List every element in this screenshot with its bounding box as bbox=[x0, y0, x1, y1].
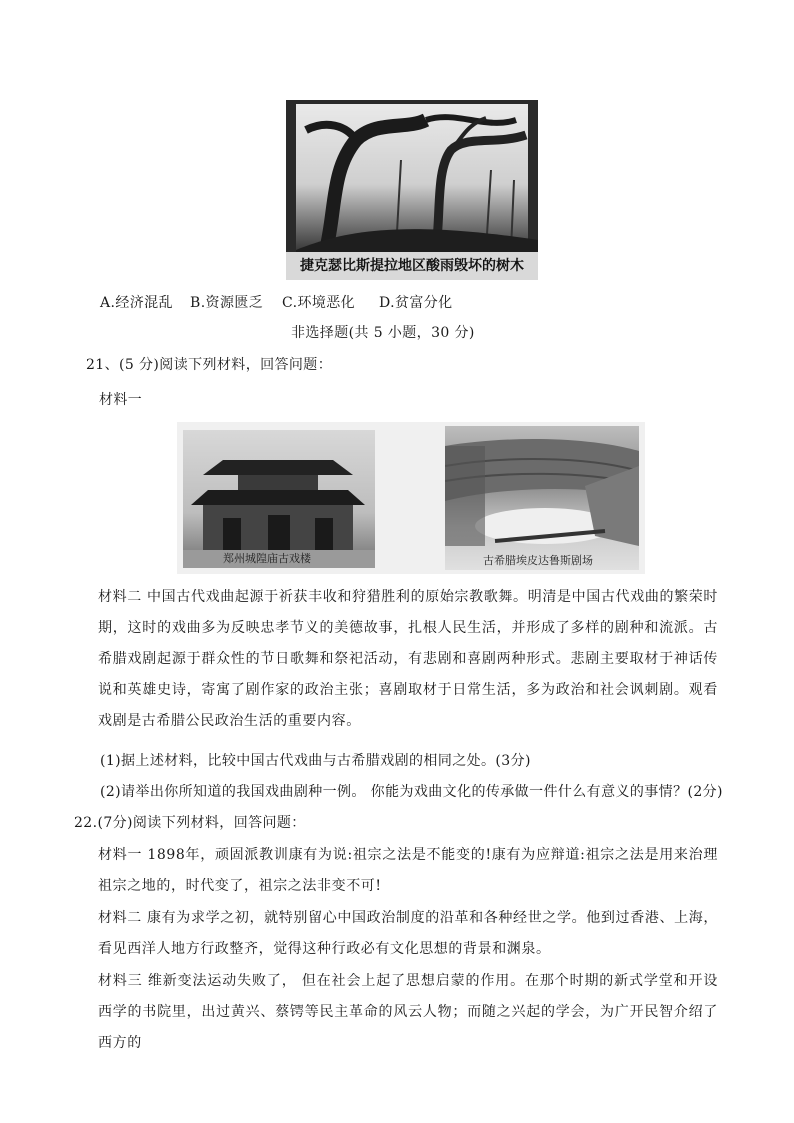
photo-caption: 捷克瑟比斯提拉地区酸雨毁坏的树木 bbox=[286, 252, 538, 280]
theatre-caption: 古希腊埃皮达鲁斯剧场 bbox=[483, 554, 593, 567]
q21-sub2: (2)请举出你所知道的我国戏曲剧种一例。 你能为戏曲文化的传承做一件什么有意义的事情？(2分) bbox=[100, 784, 723, 800]
q21-material1-label: 材料一 bbox=[99, 392, 143, 408]
q22-material2: 材料二 康有为求学之初，就特别留心中国政治制度的沿革和各种经世之学。他到过香港、上海，看见西洋人地方行政整齐，觉得这种行政必有文化思想的背景和渊泉。 bbox=[98, 910, 718, 957]
theatre-photo bbox=[445, 426, 639, 570]
theatre-illustration bbox=[445, 426, 639, 570]
option-c: C.环境恶化 bbox=[282, 295, 356, 311]
section-title: 非选择题(共 5 小题，30 分) bbox=[291, 325, 475, 341]
q21-stem: 21、(5 分)阅读下列材料，回答问题： bbox=[86, 357, 333, 373]
q21-material2: 材料二 中国古代戏曲起源于祈获丰收和狩猎胜利的原始宗教歌舞。明清是中国古代戏曲的繁荣时期，这时的戏曲多为反映忠孝节义的美德故事，扎根人民生活，并形成了多样的剧种和流派。古希腊戏剧起源于群众性的节日歌舞和祭祀活动，有悲剧和喜剧两种形式。悲剧主要取材于神话传说和英雄史诗，寄寓了剧作家的政治主张；喜剧取材于日常生活，多为政治和社会讽刺剧。观看戏剧是古希腊公民政治生活的重要内容。 bbox=[98, 589, 718, 729]
q22-stem: 22.(7分)阅读下列材料，回答问题： bbox=[74, 815, 306, 831]
q22-material1: 材料一 1898年，顽固派教训康有为说:祖宗之法是不能变的!康有为应辩道:祖宗之法是用来治理祖宗之地的，时代变了，祖宗之法非变不可! bbox=[98, 847, 718, 894]
q22-material3: 材料三 维新变法运动失败了， 但在社会上起了思想启蒙的作用。在那个时期的新式学堂和开设西学的书院里，出过黄兴、蔡锷等民主革命的风云人物；而随之兴起的学会，为广开民智介绍了西方的 bbox=[98, 973, 718, 1051]
opera-tower-photo bbox=[183, 430, 375, 568]
acid-rain-photo bbox=[286, 100, 538, 280]
opera-tower-caption: 郑州城隍庙古戏楼 bbox=[223, 552, 311, 565]
dead-trees-illustration bbox=[286, 100, 538, 252]
material1-photos bbox=[177, 422, 645, 574]
q21-sub1: (1)据上述材料，比较中国古代戏曲与古希腊戏剧的相同之处。(3分) bbox=[100, 753, 531, 769]
option-b: B.资源匮乏 bbox=[190, 295, 264, 311]
option-a: A.经济混乱 bbox=[100, 295, 173, 311]
option-d: D.贫富分化 bbox=[379, 295, 453, 311]
opera-tower-illustration bbox=[183, 430, 375, 568]
